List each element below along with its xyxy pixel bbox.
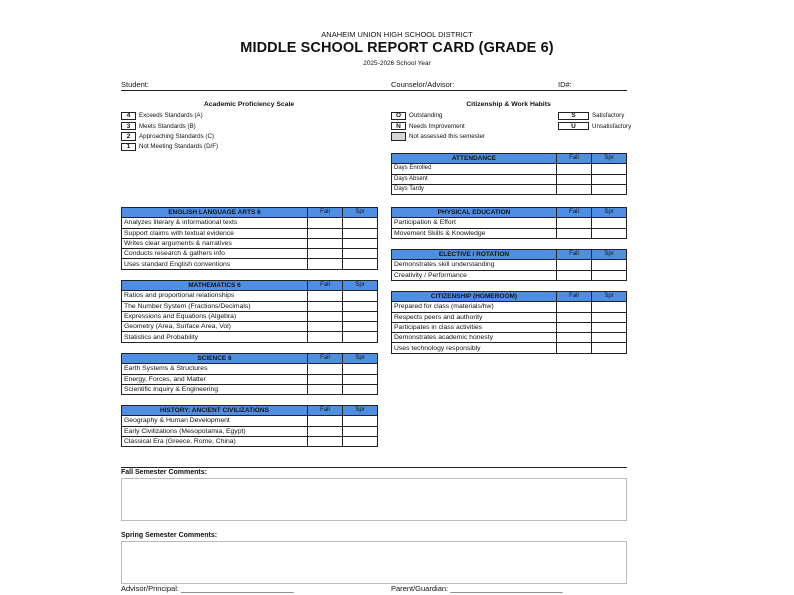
citizenship-fall-cell[interactable] bbox=[557, 343, 592, 353]
citizenship-title: CITIZENSHIP (HOMEROOM) bbox=[392, 292, 557, 302]
math-row-label: Geometry (Area, Surface Area, Vol) bbox=[122, 322, 308, 332]
academic-scale-label: Approaching Standards (C) bbox=[139, 133, 214, 141]
ela-spr-cell[interactable] bbox=[343, 228, 378, 238]
attendance-fall-cell[interactable] bbox=[557, 164, 592, 174]
pe-fall-header: Fall bbox=[557, 208, 592, 218]
citizenship-scale-item bbox=[391, 111, 442, 121]
history-title: HISTORY: ANCIENT CIVILIZATIONS bbox=[122, 406, 308, 416]
history-fall-cell[interactable] bbox=[308, 426, 343, 436]
math-fall-cell[interactable] bbox=[308, 322, 343, 332]
pe-fall-cell[interactable] bbox=[557, 228, 592, 238]
district-name: ANAHEIM UNION HIGH SCHOOL DISTRICT bbox=[321, 30, 473, 39]
table-row bbox=[122, 249, 378, 259]
academic-scale-code-box: 4 bbox=[121, 112, 136, 121]
academic-scale-code-box: 1 bbox=[121, 143, 136, 152]
citizenship-scale-right-label: Unsatisfactory bbox=[592, 122, 632, 130]
citizenship-scale-right-code-box: U bbox=[558, 122, 589, 131]
citizenship-row-label: Uses technology responsibly bbox=[392, 343, 557, 353]
table-row bbox=[122, 416, 378, 426]
table-row bbox=[122, 332, 378, 342]
table-row bbox=[392, 184, 627, 194]
academic-scale-code-box: 2 bbox=[121, 132, 136, 141]
ela-fall-cell[interactable] bbox=[308, 218, 343, 228]
academic-scale-label: Not Meeting Standards (D/F) bbox=[139, 143, 219, 151]
citizenship-header-row bbox=[392, 292, 627, 302]
math-spr-cell[interactable] bbox=[343, 322, 378, 332]
science-spr-cell[interactable] bbox=[343, 384, 378, 394]
ela-spr-cell[interactable] bbox=[343, 218, 378, 228]
citizenship-scale-right-label: Satisfactory bbox=[592, 112, 625, 120]
table-row bbox=[122, 384, 378, 394]
citizenship-scale-label: Outstanding bbox=[409, 112, 443, 120]
history-spr-cell[interactable] bbox=[343, 416, 378, 426]
elective-header-row bbox=[392, 250, 627, 260]
math-spr-header: Spr bbox=[343, 281, 378, 291]
science-row-label: Scientific Inquiry & Engineering bbox=[122, 384, 308, 394]
elective-spr-cell[interactable] bbox=[592, 260, 627, 270]
ela-row-label: Conducts research & gathers info bbox=[122, 249, 308, 259]
school-year: 2025-2026 School Year bbox=[363, 60, 431, 67]
math-row-label: The Number System (Fractions/Decimals) bbox=[122, 301, 308, 311]
history-fall-cell[interactable] bbox=[308, 416, 343, 426]
citizenship-scale-item bbox=[391, 132, 485, 142]
citizenship-spr-header: Spr bbox=[592, 292, 627, 302]
citizenship-scale-right-code-box: S bbox=[558, 112, 589, 121]
ela-title: ENGLISH LANGUAGE ARTS 6 bbox=[122, 208, 308, 218]
table-row bbox=[122, 374, 378, 384]
science-title: SCIENCE 6 bbox=[122, 354, 308, 364]
attendance-spr-cell[interactable] bbox=[592, 184, 627, 194]
table-row bbox=[392, 322, 627, 332]
attendance-spr-cell[interactable] bbox=[592, 174, 627, 184]
parent-signature-line: Parent/Guardian: ___________________________ bbox=[391, 584, 563, 593]
ela-fall-header: Fall bbox=[308, 208, 343, 218]
citizenship-spr-cell[interactable] bbox=[592, 312, 627, 322]
math-fall-cell[interactable] bbox=[308, 291, 343, 301]
table-row bbox=[122, 218, 378, 228]
elective-table bbox=[391, 249, 627, 281]
attendance-title: ATTENDANCE bbox=[392, 154, 557, 164]
citizenship-scale-item bbox=[391, 121, 465, 131]
academic-scale-title: Academic Proficiency Scale bbox=[203, 101, 295, 108]
pe-header-row bbox=[392, 208, 627, 218]
table-row bbox=[122, 228, 378, 238]
student-label: Student: bbox=[121, 80, 149, 89]
math-spr-cell[interactable] bbox=[343, 301, 378, 311]
citizenship-spr-cell[interactable] bbox=[592, 322, 627, 332]
table-row bbox=[122, 311, 378, 321]
math-table bbox=[121, 280, 378, 343]
citizenship-row-label: Demonstrates academic honesty bbox=[392, 333, 557, 343]
math-fall-cell[interactable] bbox=[308, 311, 343, 321]
attendance-spr-header: Spr bbox=[592, 154, 627, 164]
table-row bbox=[392, 260, 627, 270]
table-row bbox=[392, 333, 627, 343]
ela-row-label: Support claims with textual evidence bbox=[122, 228, 308, 238]
table-row bbox=[122, 436, 378, 446]
table-row bbox=[392, 228, 627, 238]
table-row bbox=[392, 343, 627, 353]
attendance-spr-cell[interactable] bbox=[592, 164, 627, 174]
science-table bbox=[121, 353, 378, 395]
history-row-label: Geography & Human Development bbox=[122, 416, 308, 426]
science-header-row bbox=[122, 354, 378, 364]
counselor-label: Counselor/Advisor: bbox=[391, 80, 455, 89]
science-row-label: Energy, Forces, and Matter bbox=[122, 374, 308, 384]
id-label: ID#: bbox=[558, 80, 572, 89]
science-fall-cell[interactable] bbox=[308, 364, 343, 374]
math-fall-cell[interactable] bbox=[308, 332, 343, 342]
math-title: MATHEMATICS 6 bbox=[122, 281, 308, 291]
spring-comments-label: Spring Semester Comments: bbox=[121, 532, 218, 539]
ela-fall-cell[interactable] bbox=[308, 259, 343, 269]
page-title: MIDDLE SCHOOL REPORT CARD (GRADE 6) bbox=[240, 40, 554, 56]
math-row-label: Expressions and Equations (Algebra) bbox=[122, 311, 308, 321]
history-header-row bbox=[122, 406, 378, 416]
elective-fall-header: Fall bbox=[557, 250, 592, 260]
math-spr-cell[interactable] bbox=[343, 291, 378, 301]
academic-scale-label: Exceeds Standards (A) bbox=[139, 112, 203, 120]
table-row bbox=[122, 291, 378, 301]
history-fall-header: Fall bbox=[308, 406, 343, 416]
table-row bbox=[392, 218, 627, 228]
math-header-row bbox=[122, 281, 378, 291]
citizenship-spr-cell[interactable] bbox=[592, 333, 627, 343]
citizenship-scale-code-box: O bbox=[391, 112, 406, 121]
ela-row-label: Analyzes literary & informational texts bbox=[122, 218, 308, 228]
citizenship-row-label: Respects peers and authority bbox=[392, 312, 557, 322]
academic-scale-item bbox=[121, 121, 196, 131]
history-row-label: Classical Era (Greece, Rome, China) bbox=[122, 436, 308, 446]
ela-spr-cell[interactable] bbox=[343, 259, 378, 269]
table-row bbox=[122, 426, 378, 436]
table-row bbox=[392, 312, 627, 322]
ela-row-label: Uses standard English conventions bbox=[122, 259, 308, 269]
pe-table bbox=[391, 207, 627, 239]
science-fall-cell[interactable] bbox=[308, 374, 343, 384]
academic-scale-item bbox=[121, 132, 214, 142]
advisor-signature-line: Advisor/Principal: ___________________________ bbox=[121, 584, 294, 593]
comments-rule bbox=[121, 467, 627, 468]
science-spr-cell[interactable] bbox=[343, 374, 378, 384]
academic-scale-item bbox=[121, 142, 218, 152]
pe-spr-cell[interactable] bbox=[592, 228, 627, 238]
elective-row-label: Creativity / Performance bbox=[392, 270, 557, 280]
citizenship-table bbox=[391, 291, 627, 354]
attendance-row-label: Days Enrolled bbox=[392, 164, 557, 174]
ela-header-row bbox=[122, 208, 378, 218]
science-fall-header: Fall bbox=[308, 354, 343, 364]
pe-title: PHYSICAL EDUCATION bbox=[392, 208, 557, 218]
table-row bbox=[122, 259, 378, 269]
table-row bbox=[392, 174, 627, 184]
math-row-label: Ratios and proportional relationships bbox=[122, 291, 308, 301]
science-spr-header: Spr bbox=[343, 354, 378, 364]
pe-row-label: Participation & Effort bbox=[392, 218, 557, 228]
math-spr-cell[interactable] bbox=[343, 311, 378, 321]
history-spr-cell[interactable] bbox=[343, 436, 378, 446]
citizenship-scale-right-item bbox=[558, 111, 624, 121]
citizenship-spr-cell[interactable] bbox=[592, 343, 627, 353]
elective-title: ELECTIVE / ROTATION bbox=[392, 250, 557, 260]
table-row bbox=[392, 270, 627, 280]
citizenship-scale-title: Citizenship & Work Habits bbox=[466, 101, 551, 108]
ela-spr-cell[interactable] bbox=[343, 249, 378, 259]
ela-fall-cell[interactable] bbox=[308, 238, 343, 248]
citizenship-scale-right-item bbox=[558, 121, 631, 131]
citizenship-fall-header: Fall bbox=[557, 292, 592, 302]
academic-scale-label: Meets Standards (B) bbox=[139, 122, 196, 130]
table-row bbox=[122, 238, 378, 248]
math-spr-cell[interactable] bbox=[343, 332, 378, 342]
elective-fall-cell[interactable] bbox=[557, 260, 592, 270]
fall-comments-box[interactable] bbox=[121, 478, 627, 521]
citizenship-spr-cell[interactable] bbox=[592, 302, 627, 312]
citizenship-fall-cell[interactable] bbox=[557, 322, 592, 332]
table-row bbox=[392, 164, 627, 174]
attendance-fall-cell[interactable] bbox=[557, 184, 592, 194]
pe-row-label: Movement Skills & Knowledge bbox=[392, 228, 557, 238]
table-row bbox=[122, 301, 378, 311]
citizenship-row-label: Participates in class activities bbox=[392, 322, 557, 332]
science-fall-cell[interactable] bbox=[308, 384, 343, 394]
attendance-table bbox=[391, 153, 627, 195]
attendance-fall-cell[interactable] bbox=[557, 174, 592, 184]
history-spr-cell[interactable] bbox=[343, 426, 378, 436]
elective-row-label: Demonstrates skill understanding bbox=[392, 260, 557, 270]
pe-spr-cell[interactable] bbox=[592, 218, 627, 228]
science-spr-cell[interactable] bbox=[343, 364, 378, 374]
citizenship-scale-code-box bbox=[391, 132, 406, 141]
pe-spr-header: Spr bbox=[592, 208, 627, 218]
attendance-fall-header: Fall bbox=[557, 154, 592, 164]
table-row bbox=[122, 364, 378, 374]
pe-fall-cell[interactable] bbox=[557, 218, 592, 228]
ela-spr-header: Spr bbox=[343, 208, 378, 218]
fall-comments-label: Fall Semester Comments: bbox=[121, 469, 207, 476]
science-row-label: Earth Systems & Structures bbox=[122, 364, 308, 374]
spring-comments-box[interactable] bbox=[121, 541, 627, 584]
elective-spr-header: Spr bbox=[592, 250, 627, 260]
citizenship-fall-cell[interactable] bbox=[557, 312, 592, 322]
citizenship-scale-code-box: N bbox=[391, 122, 406, 131]
ela-table bbox=[121, 207, 378, 270]
elective-spr-cell[interactable] bbox=[592, 270, 627, 280]
elective-fall-cell[interactable] bbox=[557, 270, 592, 280]
attendance-row-label: Days Absent bbox=[392, 174, 557, 184]
citizenship-scale-label: Needs Improvement bbox=[409, 122, 465, 130]
attendance-header-row bbox=[392, 154, 627, 164]
citizenship-scale-label: Not assessed this semester bbox=[409, 133, 485, 141]
history-table bbox=[121, 405, 378, 447]
attendance-row-label: Days Tardy bbox=[392, 184, 557, 194]
info-rule bbox=[121, 90, 627, 91]
ela-fall-cell[interactable] bbox=[308, 249, 343, 259]
history-spr-header: Spr bbox=[343, 406, 378, 416]
ela-row-label: Writes clear arguments & narratives bbox=[122, 238, 308, 248]
math-row-label: Statistics and Probability bbox=[122, 332, 308, 342]
citizenship-fall-cell[interactable] bbox=[557, 333, 592, 343]
history-row-label: Early Civilizations (Mesopotamia, Egypt) bbox=[122, 426, 308, 436]
citizenship-fall-cell[interactable] bbox=[557, 302, 592, 312]
table-row bbox=[392, 302, 627, 312]
ela-fall-cell[interactable] bbox=[308, 228, 343, 238]
citizenship-row-label: Prepared for class (materials/hw) bbox=[392, 302, 557, 312]
math-fall-cell[interactable] bbox=[308, 301, 343, 311]
history-fall-cell[interactable] bbox=[308, 436, 343, 446]
academic-scale-code-box: 3 bbox=[121, 122, 136, 131]
math-fall-header: Fall bbox=[308, 281, 343, 291]
table-row bbox=[122, 322, 378, 332]
ela-spr-cell[interactable] bbox=[343, 238, 378, 248]
academic-scale-item bbox=[121, 111, 203, 121]
